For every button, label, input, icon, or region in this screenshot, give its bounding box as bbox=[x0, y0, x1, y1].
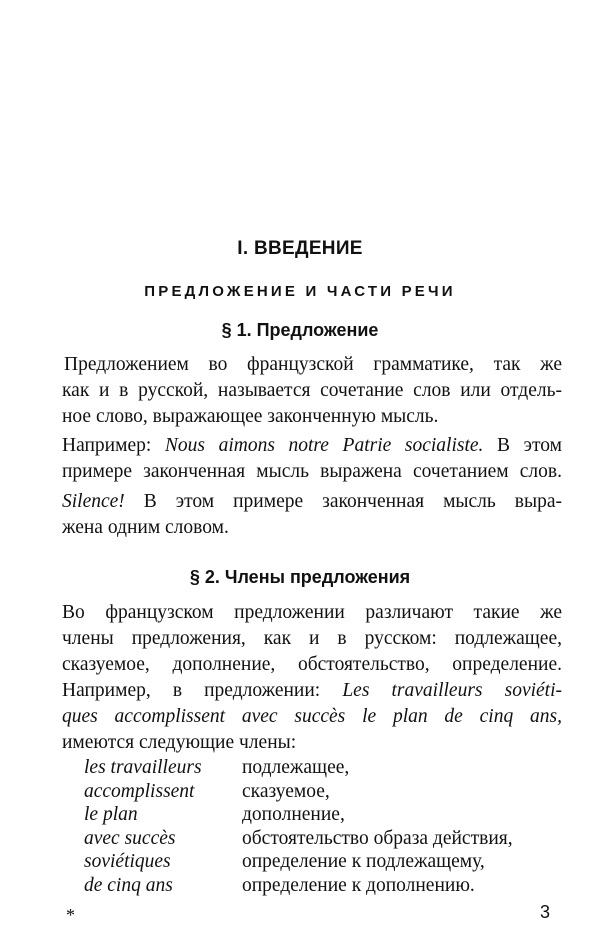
text-line: как и в русской, называется сочетание слов или отдель- bbox=[62, 380, 562, 401]
term-row bbox=[84, 850, 564, 874]
term-row bbox=[84, 756, 564, 780]
paragraph-1-text-2 bbox=[62, 433, 562, 485]
paragraph-2-heading: § 2. Члены предложения bbox=[189, 567, 411, 587]
term-row bbox=[84, 803, 564, 827]
terms-list bbox=[84, 756, 564, 897]
chapter-title: I. ВВЕДЕНИЕ bbox=[237, 238, 363, 259]
text-line: примере законченная мысль выражена сочетанием слов. bbox=[62, 461, 562, 482]
text-line bbox=[62, 678, 562, 704]
paragraph-2-text-2 bbox=[62, 678, 562, 756]
french-example: Silence! bbox=[62, 491, 125, 512]
paragraph-1-text-1 bbox=[62, 352, 562, 430]
text-line bbox=[62, 489, 562, 515]
term-row bbox=[84, 827, 564, 851]
signature-mark: * bbox=[66, 905, 75, 925]
text-line bbox=[62, 433, 562, 459]
paragraph-2-text-1 bbox=[62, 600, 562, 678]
text-line: жена одним словом. bbox=[62, 517, 229, 538]
term-row bbox=[84, 874, 564, 898]
term-russian: подлежащее, bbox=[242, 757, 350, 778]
section-title: ПРЕДЛОЖЕНИЕ И ЧАСТИ РЕЧИ bbox=[144, 283, 456, 300]
term-french: de cinq ans bbox=[84, 874, 173, 896]
term-french: le plan bbox=[84, 804, 138, 825]
term-row bbox=[84, 780, 564, 804]
term-russian: дополнение, bbox=[242, 804, 345, 825]
text-line: Во французском предложении различают такие же bbox=[62, 602, 562, 623]
text-fragment: Например, в предложении: bbox=[62, 680, 343, 701]
term-russian: определение к дополнению. bbox=[242, 874, 475, 896]
term-french: avec succès bbox=[84, 827, 176, 849]
text-line bbox=[62, 704, 562, 730]
text-line: члены предложения, как и в русском: подлежащее, bbox=[62, 628, 562, 649]
text-line: сказуемое, дополнение, обстоятельство, определение. bbox=[62, 654, 562, 675]
french-example: Nous aimons notre Patrie socialiste. bbox=[164, 435, 484, 456]
text-fragment: Например: bbox=[62, 435, 165, 456]
term-russian: определение к подлежащему, bbox=[242, 851, 485, 872]
text-line: Предложением во французской грамматике, так же bbox=[64, 354, 562, 375]
term-french: soviétiques bbox=[84, 851, 171, 872]
term-french: accomplissent bbox=[84, 780, 195, 802]
paragraph-1-heading: § 1. Предложение bbox=[221, 320, 379, 340]
term-russian: сказуемое, bbox=[242, 780, 330, 802]
french-example: Les travailleurs soviéti- bbox=[342, 680, 563, 701]
text-line: ное слово, выражающее законченную мысль. bbox=[62, 406, 439, 427]
text-fragment: В этом bbox=[483, 435, 563, 456]
paragraph-1-text-3 bbox=[62, 489, 562, 541]
term-french: les travailleurs bbox=[84, 757, 202, 778]
french-example: ques accomplissent avec succès le plan de cinq ans, bbox=[62, 706, 562, 727]
page-number: 3 bbox=[540, 902, 551, 922]
term-russian: обстоятельство образа действия, bbox=[242, 827, 513, 849]
text-fragment: В этом примере законченная мысль выра- bbox=[124, 491, 562, 512]
text-line: имеются следующие члены: bbox=[62, 732, 297, 753]
